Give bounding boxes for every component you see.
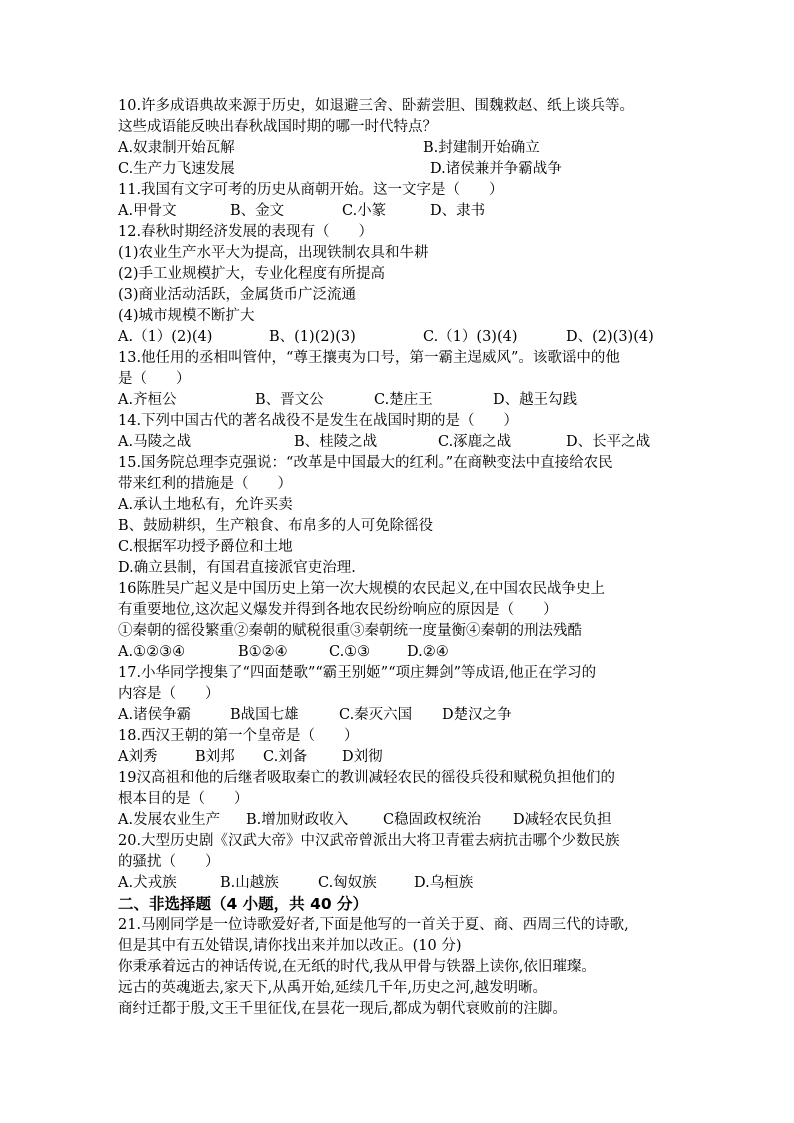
q10-options-row1: [118, 138, 688, 159]
q19-stem-line2: 根本目的是（ ）: [118, 791, 249, 807]
q12-item-1: (1)农业生产水平大为提高，出现铁制农具和牛耕: [118, 245, 429, 261]
q20-option-b: B.山越族: [220, 875, 279, 891]
q17-stem-line1: 17.小华同学搜集了“四面楚歌”“霸王别姬”“项庄舞剑”等成语,他正在学习的: [118, 665, 597, 681]
q21-stem-line2: 但是其中有五处错误,请你找出来并加以改正。(10 分): [118, 938, 462, 954]
q14-option-d: D、长平之战: [566, 434, 651, 450]
q14-option-c: C.涿鹿之战: [438, 434, 512, 450]
q13-stem-line2: 是（ ）: [118, 371, 191, 387]
q10-stem-line1: 10.许多成语典故来源于历史，如退避三舍、卧薪尝胆、围魏救赵、纸上谈兵等。: [118, 98, 635, 114]
q10-options-row2: [118, 159, 688, 180]
q15-option-a: A.承认土地私有，允许买卖: [118, 497, 293, 513]
q12-stem: 12.春秋时期经济发展的表现有（ ）: [118, 224, 374, 240]
q19-option-d: D减轻农民负担: [513, 812, 612, 828]
q18-option-c: C.刘备: [263, 749, 308, 765]
q11-stem: 11.我国有文字可考的历史从商朝开始。这一文字是（ ）: [118, 182, 504, 198]
q18-options: [118, 747, 688, 768]
q10-option-b: B.封建制开始确立: [423, 140, 540, 156]
q17-stem-line2: 内容是（ ）: [118, 686, 220, 702]
q19-options: [118, 810, 688, 831]
q19-option-a: A.发展农业生产: [118, 812, 221, 828]
q19-stem-line1: 19汉高祖和他的后继者吸取秦亡的教训减轻农民的徭役兵役和赋税负担他们的: [118, 770, 615, 786]
q10-option-a: A.奴隶制开始瓦解: [118, 140, 235, 156]
q10-option-c: C.生产力飞速发展: [118, 161, 235, 177]
q12-option-a: A.（1）(2)(4): [118, 329, 213, 345]
q13-options: [118, 390, 688, 411]
q20-option-a: A.犬戎族: [118, 875, 177, 891]
q15-option-b: B、鼓励耕织，生产粮食、布帛多的人可免除徭役: [118, 518, 434, 534]
q16-option-b: B①②④: [238, 644, 288, 660]
q11-option-c: C.小篆: [342, 203, 387, 219]
q13-option-a: A.齐桓公: [118, 392, 177, 408]
q17-options: [118, 705, 688, 726]
q15-stem-line2: 带来红利的措施是（ ）: [118, 476, 292, 492]
q13-stem-line1: 13.他任用的丞相叫管仲，“尊王攘夷为口号，第一霸主逞威风”。该歌谣中的他: [118, 350, 620, 366]
q11-option-b: B、金文: [230, 203, 285, 219]
q12-item-4: (4)城市规模不断扩大: [118, 308, 255, 324]
q20-options: [118, 873, 688, 894]
q16-options: [118, 642, 688, 663]
q13-option-d: D、越王勾践: [493, 392, 578, 408]
q18-stem: 18.西汉王朝的第一个皇帝是（ ）: [118, 728, 359, 744]
q20-stem-line2: 的骚扰（ ）: [118, 854, 220, 870]
q21-poem-line3: 商纣迁都于殷,文王千里征伐,在昙花一现后,都成为朝代衰败前的注脚。: [118, 1001, 567, 1017]
q16-option-c: C.①③: [329, 644, 371, 660]
q16-stem-line1: 16陈胜吴广起义是中国历史上第一次大规模的农民起义,在中国农民战争史上: [118, 581, 606, 597]
q16-items: ①秦朝的徭役繁重②秦朝的赋税很重③秦朝统一度量衡④秦朝的刑法残酷: [118, 623, 582, 639]
q14-options: [118, 432, 688, 453]
q14-option-b: B、桂陵之战: [294, 434, 378, 450]
q14-stem: 14.下列中国古代的著名战役不是发生在战国时期的是（ ）: [118, 413, 519, 429]
q11-option-a: A.甲骨文: [118, 203, 177, 219]
q20-option-c: C.匈奴族: [318, 875, 377, 891]
q21-poem-line2: 远古的英魂逝去,家天下,从禹开始,延续几千年,历史之河,越发明晰。: [118, 980, 548, 996]
q15-option-c: C.根据军功授予爵位和土地: [118, 539, 293, 555]
q19-option-c: C稳固政权统治: [383, 812, 482, 828]
q17-option-b: B战国七雄: [230, 707, 299, 723]
q18-option-b: B刘邦: [195, 749, 235, 765]
q14-option-a: A.马陵之战: [118, 434, 192, 450]
q20-option-d: D.乌桓族: [414, 875, 474, 891]
q18-option-d: D刘彻: [342, 749, 383, 765]
q12-option-b: B、(1)(2)(3): [269, 329, 356, 345]
q20-stem-line1: 20.大型历史剧《汉武大帝》中汉武帝曾派出大将卫青霍去病抗击哪个少数民族: [118, 833, 620, 849]
q12-item-3: (3)商业活动活跃，金属货币广泛流通: [118, 287, 357, 303]
q11-option-d: D、隶书: [430, 203, 486, 219]
q16-option-a: A.①②③④: [118, 644, 186, 660]
q21-poem-line1: 你秉承着远古的神话传说,在无纸的时代,我从甲骨与铁器上读你,依旧璀璨。: [118, 959, 596, 975]
q15-option-d: D.确立县制，有国君直接派官吏治理.: [118, 560, 356, 576]
q11-options: [118, 201, 688, 222]
q17-option-d: D楚汉之争: [442, 707, 512, 723]
q13-option-c: C.楚庄王: [374, 392, 433, 408]
q12-options: [118, 327, 688, 348]
q16-stem-line2: 有重要地位,这次起义爆发并得到各地农民纷纷响应的原因是（ ）: [118, 602, 558, 618]
q12-item-2: (2)手工业规模扩大，专业化程度有所提高: [118, 266, 386, 282]
q13-option-b: B、晋文公: [255, 392, 324, 408]
q18-option-a: A刘秀: [118, 749, 158, 765]
q21-stem-line1: 21.马刚同学是一位诗歌爱好者,下面是他写的一首关于夏、商、西周三代的诗歌,: [118, 917, 629, 933]
q12-option-d: D、(2)(3)(4): [566, 329, 654, 345]
q10-option-d: D.诸侯兼并争霸战争: [430, 161, 562, 177]
q17-option-c: C.秦灭六国: [339, 707, 413, 723]
q19-option-b: B.增加财政收入: [246, 812, 349, 828]
q12-option-c: C.（1）(3)(4): [423, 329, 518, 345]
q15-stem-line1: 15.国务院总理李克强说：“改革是中国最大的红利。”在商鞅变法中直接给农民: [118, 455, 613, 471]
q10-stem-line2: 这些成语能反映出春秋战国时期的哪一时代特点？: [118, 119, 437, 135]
q16-option-d: D.②④: [407, 644, 449, 660]
q17-option-a: A.诸侯争霸: [118, 707, 192, 723]
section-2-title: 二、非选择题（4 小题，共 40 分）: [118, 895, 369, 913]
